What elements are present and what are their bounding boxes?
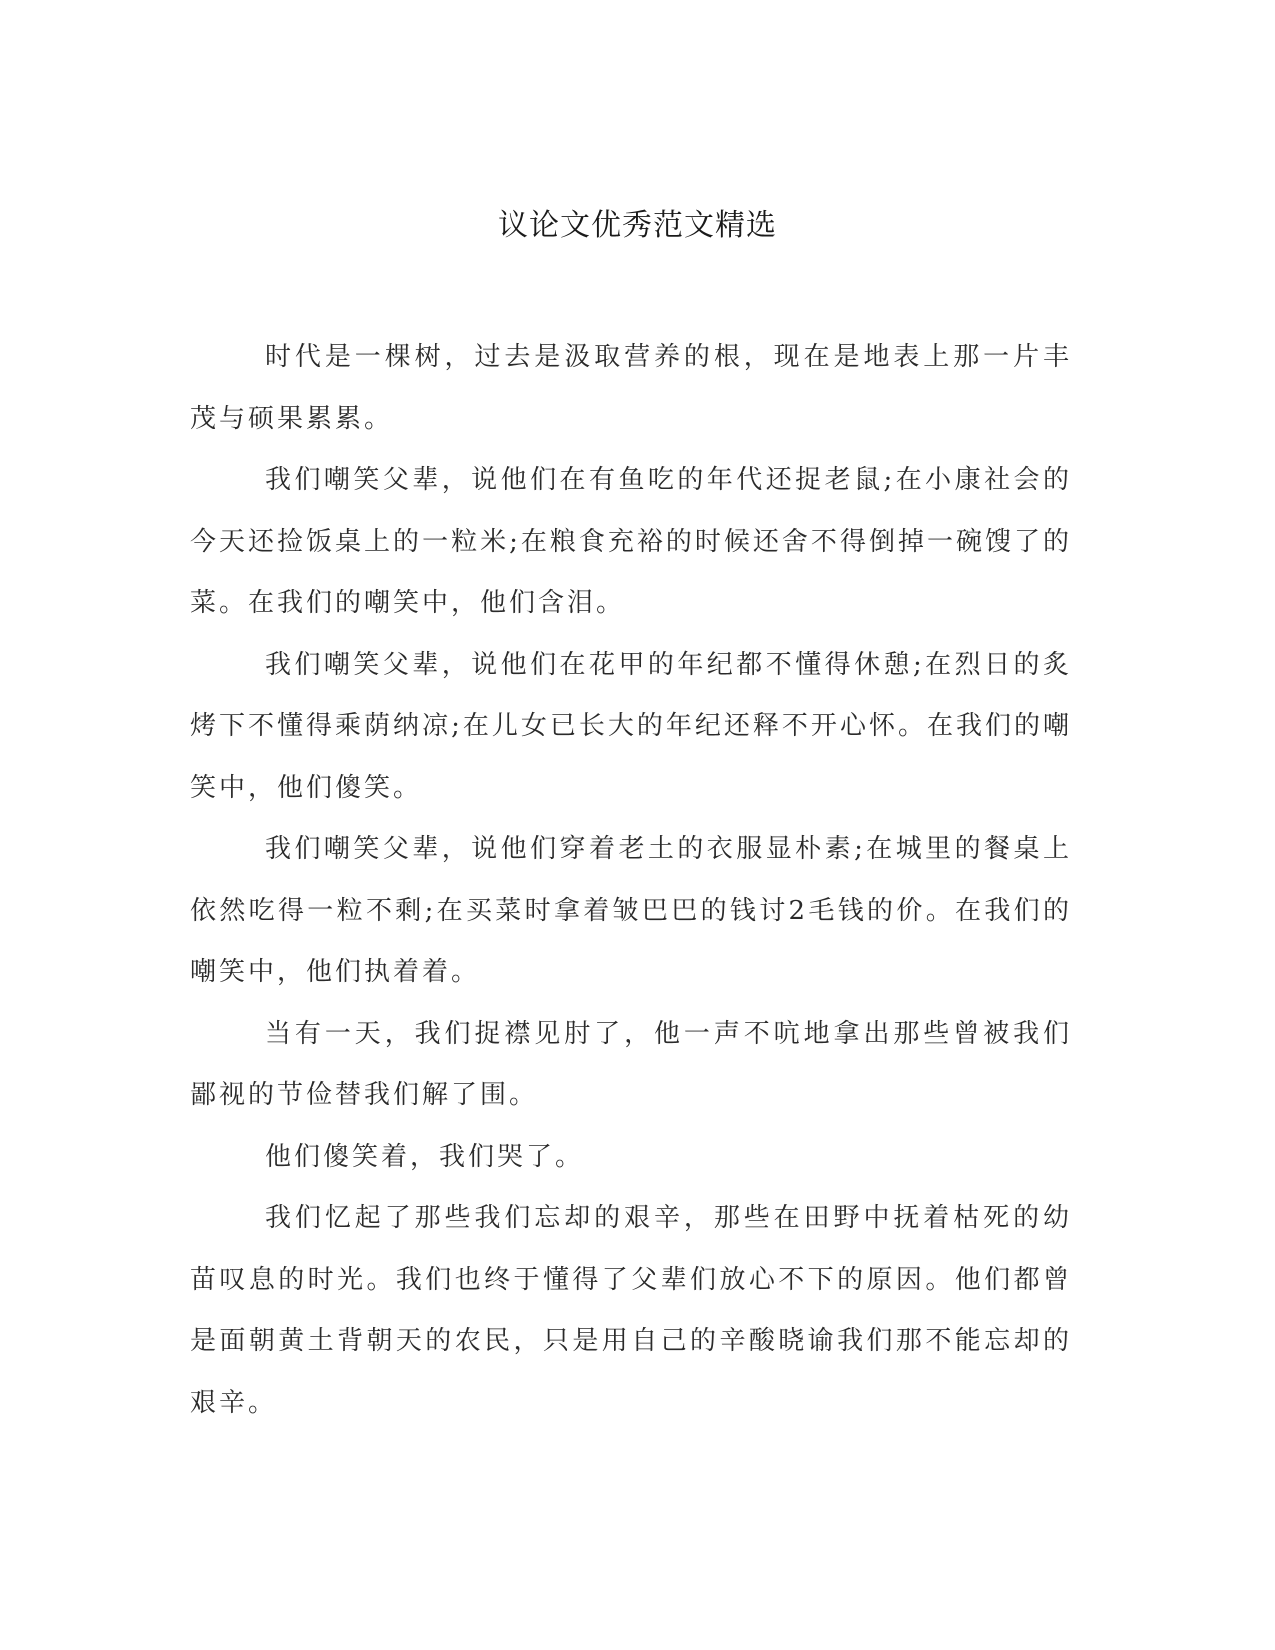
paragraph: 我们忆起了那些我们忘却的艰辛，那些在田野中抚着枯死的幼苗叹息的时光。我们也终于懂得了父辈们放心不下的原因。他们都曾是面朝黄土背朝天的农民，只是用自己的辛酸晓谕我们那不能忘却的艰辛。 <box>190 1203 1072 1418</box>
paragraph: 我们嘲笑父辈，说他们在花甲的年纪都不懂得休憩;在烈日的炙烤下不懂得乘荫纳凉;在儿女已长大的年纪还释不开心怀。在我们的嘲笑中，他们傻笑。 <box>190 649 1072 803</box>
paragraph: 时代是一棵树，过去是汲取营养的根，现在是地表上那一片丰茂与硕果累累。 <box>190 342 1072 434</box>
document-title: 议论文优秀范文精选 <box>498 208 777 243</box>
paragraph: 他们傻笑着，我们哭了。 <box>265 1141 585 1172</box>
document-body <box>190 327 1072 1434</box>
paragraph: 我们嘲笑父辈，说他们穿着老土的衣服显朴素;在城里的餐桌上依然吃得一粒不剩;在买菜时拿着皱巴巴的钱讨2毛钱的价。在我们的嘲笑中，他们执着着。 <box>190 834 1072 987</box>
paragraph: 我们嘲笑父辈，说他们在有鱼吃的年代还捉老鼠;在小康社会的今天还捡饭桌上的一粒米;在粮食充裕的时候还舍不得倒掉一碗馊了的菜。在我们的嘲笑中，他们含泪。 <box>190 465 1072 618</box>
paragraph: 当有一天，我们捉襟见肘了，他一声不吭地拿出那些曾被我们鄙视的节俭替我们解了围。 <box>190 1018 1072 1110</box>
